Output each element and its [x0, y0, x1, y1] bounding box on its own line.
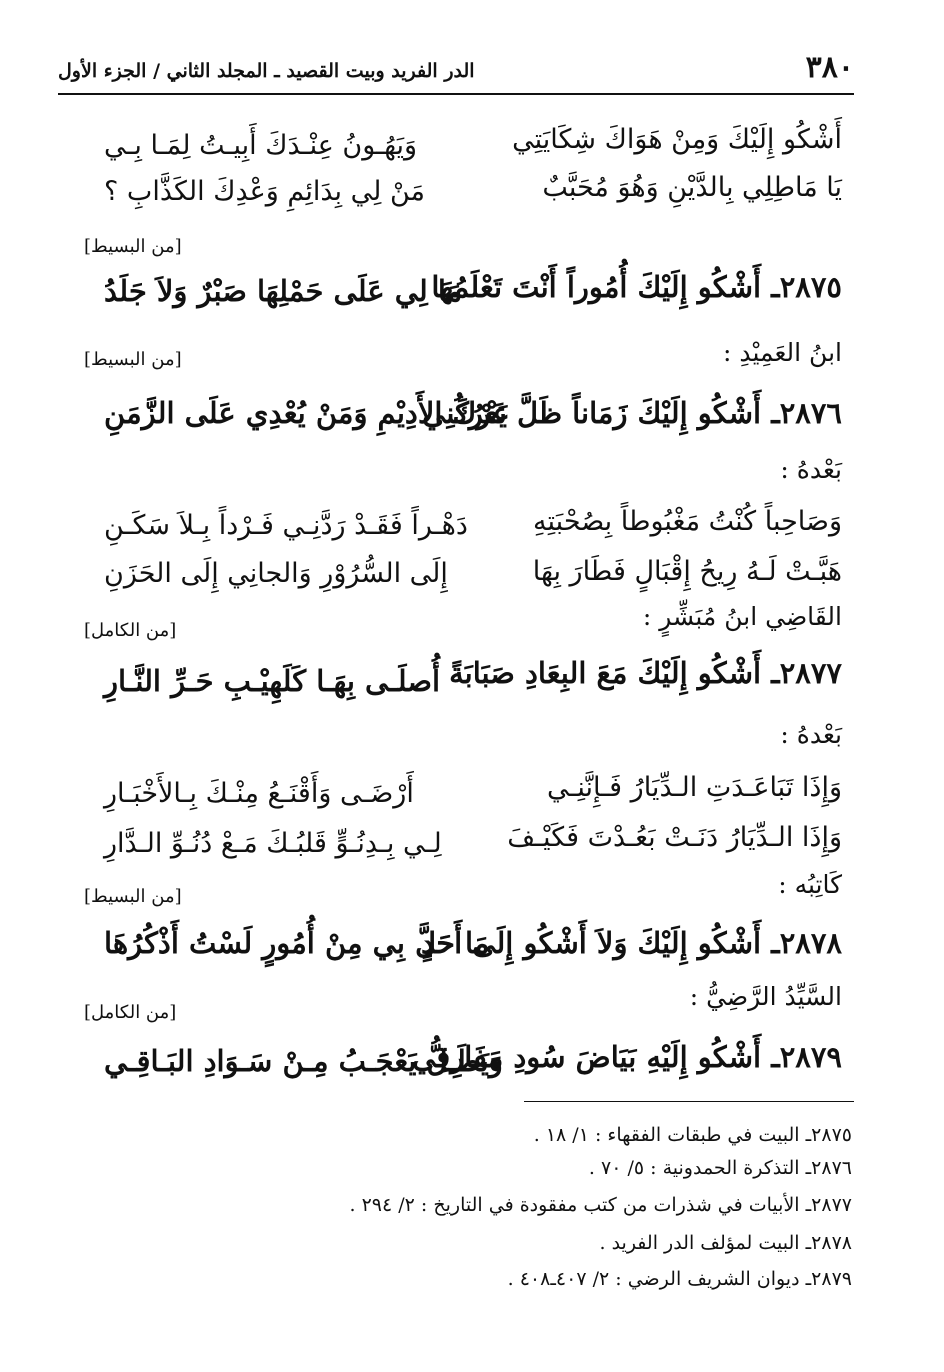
- verse-hemistich-2: دَهْـراً فَقَـدْ رَدَّنِـي فَـرْداً بِـلاَ سَكَـنِ: [104, 510, 468, 541]
- verse-hemistich-1: يَا مَاطِلِي بِالدَّيْنِ وَهُوَ مُحَبَّبٌ: [542, 172, 842, 203]
- running-title: الدر الفريد وبيت القصيد ـ المجلد الثاني / الجزء الأول: [58, 60, 475, 82]
- meter-label: [من البسيط]: [84, 349, 182, 370]
- poet-attribution: القَاضِي ابنُ مُبَشِّرٍ :: [642, 602, 842, 631]
- verse-2877-hemistich-2: أُصلَـى بِهَـا كَلَهِيْـبِ حَـرِّ النَّـارِ: [104, 664, 441, 698]
- verse-2877-hemistich-1: ٢٨٧٧ـ أَشْكُو إِلَيْكَ مَعَ البِعَادِ صَبَابَةً: [449, 656, 842, 690]
- meter-label: [من الكامل]: [84, 620, 177, 641]
- meter-label: [من البسيط]: [84, 886, 182, 907]
- verse-hemistich-1: هَبَّـتْ لَـهُ رِيحُ إِقْبَالٍ فَطَارَ بِهَا: [532, 556, 842, 587]
- page-header: [58, 50, 854, 92]
- footnote-2879: ٢٨٧٩ـ ديوان الشريف الرضي : ٢/ ٤٠٧ـ٤٠٨ .: [507, 1268, 852, 1290]
- footnote-2875: ٢٨٧٥ـ البيت في طبقات الفقهاء : ١/ ١٨ .: [533, 1124, 852, 1146]
- verse-hemistich-1: أَشْكُو إِلَيْكَ وَمِنْ هَوَاكَ شِكَايَتِي: [512, 124, 842, 155]
- verse-2879-hemistich-2: وَيَظَـلُّ يَعْجَـبُ مِـنْ سَـوَادِ البَـاقِـي: [104, 1044, 503, 1078]
- continuation-label: بَعْدهُ :: [780, 720, 842, 749]
- verse-2879-hemistich-1: ٢٨٧٩ـ أَشْكُو إِلَيْهِ بَيَاضَ سُودِ مَفَارِقِي: [412, 1040, 842, 1074]
- verse-hemistich-2: أَرْضَـى وَأَقْنَـعُ مِنْـكَ بِـالأَخْبَـارِ: [104, 778, 414, 809]
- continuation-label: بَعْدهُ :: [780, 455, 842, 484]
- verse-hemistich-1: وَإِذَا الـدِّيَارُ دَنَـتْ بَعُـدْتَ فَكَيْـفَ: [507, 822, 842, 853]
- verse-2876-hemistich-1: ٢٨٧٦ـ أَشْكُو إِلَيْكَ زَمَاناً ظَلَّ يَعْرُكُنِي: [422, 396, 842, 430]
- footnote-2876: ٢٨٧٦ـ التذكرة الحمدونية : ٥/ ٧٠ .: [588, 1157, 852, 1179]
- verse-2878-hemistich-2: مَا حَلَّ بِي مِنْ أُمُورٍ لَسْتُ أَذْكُرُهَا: [104, 926, 490, 960]
- verse-2875-hemistich-1: ٢٨٧٥ـ أَشْكُو إِلَيْكَ أُمُوراً أَنْتَ تَعْلَمُهَا: [431, 270, 842, 304]
- verse-2876-hemistich-2: عَرْكَ الأَدِيْمِ وَمَنْ يُعْدِي عَلَى الزَّمَنِ: [104, 396, 510, 430]
- footnote-2878: ٢٨٧٨ـ البيت لمؤلف الدر الفريد .: [599, 1232, 852, 1254]
- poet-attribution: كَاتِبُه :: [778, 870, 842, 899]
- verse-hemistich-2: إِلَى السُّرُوْرِ وَالجانِي إِلَى الحَزَنِ: [104, 558, 448, 589]
- verse-2875-hemistich-2: مَا لِي عَلَى حَمْلِهَا صَبْرٌ وَلاَ جَلَدُ: [104, 274, 463, 308]
- poet-attribution: ابنُ العَمِيْدِ :: [723, 338, 842, 367]
- header-divider: [58, 93, 854, 95]
- verse-hemistich-1: وَصَاحِباً كُنْتُ مَغْبُوطاً بِصُحْبَتِهِ: [533, 506, 842, 537]
- poet-attribution: السَّيِّدُ الرَّضِيُّ :: [689, 982, 842, 1011]
- footnote-2877: ٢٨٧٧ـ الأبيات في شذرات من كتب مفقودة في التاريخ : ٢/ ٢٩٤ .: [349, 1194, 852, 1216]
- meter-label: [من البسيط]: [84, 236, 182, 257]
- verse-hemistich-2: لِـي بِـدِنُـوٍّ قَلبُـكَ مَـعْ دُنُـوِّ الـدَّارِ: [104, 828, 442, 859]
- meter-label: [من الكامل]: [84, 1002, 177, 1023]
- verse-hemistich-1: وَإِذَا تَبَاعَـدَتِ الـدِّيَارُ فَـإِنَّنِـي: [546, 772, 842, 803]
- verse-2878-hemistich-1: ٢٨٧٨ـ أَشْكُو إِلَيْكَ وَلاَ أَشْكُو إِلَى أَحَدٍ: [421, 926, 842, 960]
- verse-hemistich-2: وَيَهُـونُ عِنْـدَكَ أَبِيـتُ لِمَـا بِـي: [104, 130, 418, 161]
- page-number: ٣٨٠: [805, 50, 854, 85]
- footnote-divider: [524, 1101, 854, 1102]
- verse-hemistich-2: مَنْ لِي بِدَائِمِ وَعْدِكَ الكَذَّابِ ؟: [104, 176, 425, 207]
